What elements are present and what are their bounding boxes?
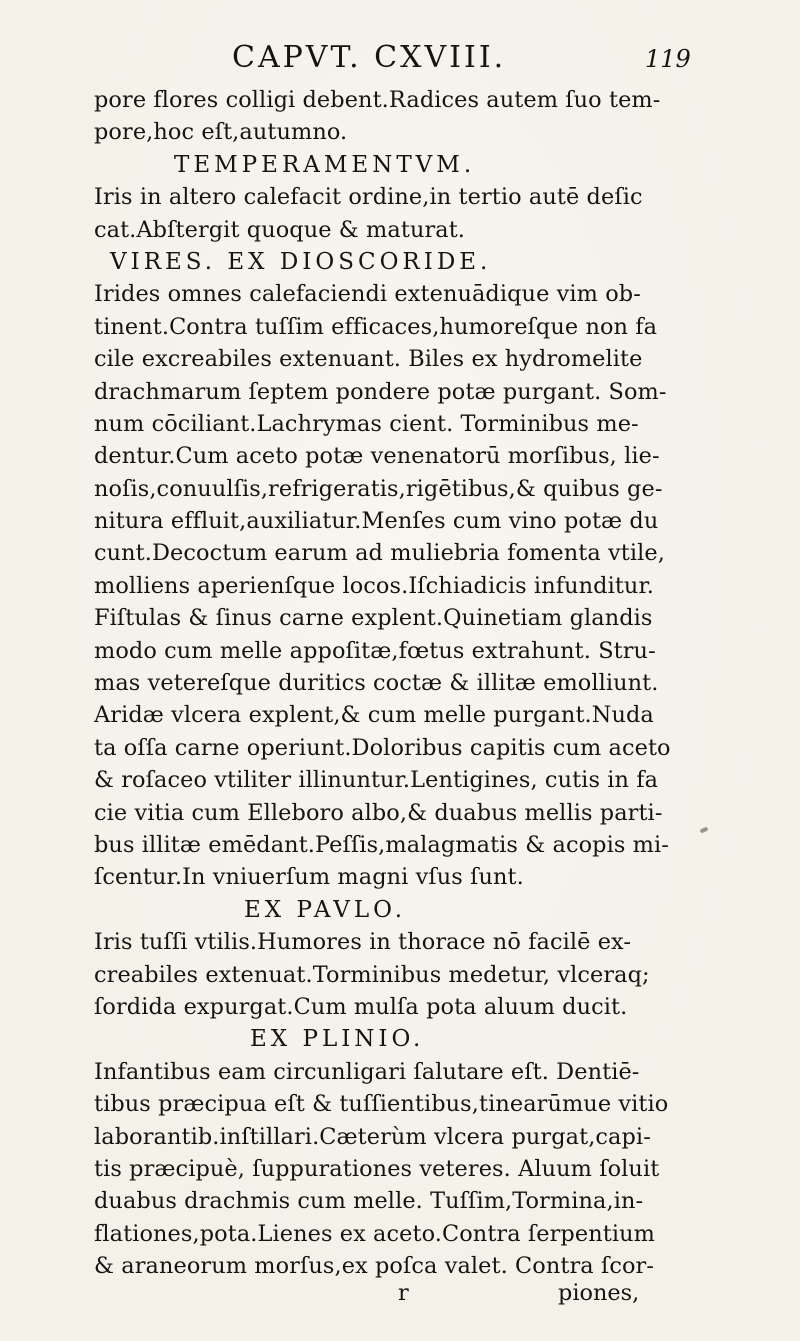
text-line: & araneorum morſus,ex poſca valet. Contra ſcor- — [94, 1253, 655, 1280]
text-line: tis præcipuè, ſuppurationes veteres. Aluum ſoluit — [94, 1155, 660, 1182]
text-line: Aridæ vlcera explent,& cum melle purgant.Nuda — [94, 702, 654, 729]
signature-mark: r — [398, 1280, 409, 1306]
text-line: num cōciliant.Lachrymas cient. Torminibus me- — [94, 410, 639, 437]
text-line: ſordida expurgat.Cum mulſa pota aluum ducit. — [94, 993, 628, 1020]
text-line: Iris in altero calefacit ordine,in tertio autē deſic — [94, 184, 643, 211]
section-heading: TEMPERAMENTVM. — [174, 151, 476, 178]
text-line: noſis,conuulſis,refrigeratis,rigētibus,& quibus ge- — [94, 475, 663, 502]
text-line: ta oſſa carne operiunt.Doloribus capitis cum aceto — [94, 734, 671, 761]
text-line: flationes,pota.Lienes ex aceto.Contra ſerpentium — [94, 1220, 655, 1247]
section-heading: EX PAVLO. — [244, 896, 407, 923]
text-line: pore flores colligi debent.Radices autem ſuo tem- — [94, 87, 661, 113]
text-line: cile excreabiles extenuant. Biles ex hydromelite — [94, 346, 643, 373]
text-line: creabiles extenuat.Torminibus medetur, vlceraq; — [94, 961, 650, 988]
text-line: cunt.Decoctum earum ad muliebria fomenta vtile, — [94, 540, 665, 567]
text-line: modo cum melle appoſitæ,fœtus extrahunt. Stru- — [94, 637, 656, 664]
text-line: molliens aperienſque locos.Iſchiadicis infunditur. — [94, 572, 655, 599]
text-line: pore,hoc eſt,autumno. — [94, 119, 348, 146]
catchword: piones, — [558, 1280, 640, 1306]
section-heading: EX PLINIO. — [250, 1026, 425, 1053]
text-line: mas vetereſque duritics coctæ & illitæ emolliunt. — [94, 670, 659, 697]
text-line: cie vitia cum Elleboro albo,& duabus mellis parti- — [94, 799, 663, 826]
section-heading: VIRES. EX DIOSCORIDE. — [110, 248, 492, 275]
text-line: laborantib.inſtillari.Cæterùm vlcera purgat,capi- — [94, 1123, 651, 1150]
text-line: Irides omnes calefaciendi extenuādique vim ob- — [94, 281, 641, 308]
text-line: duabus drachmis cum melle. Tuſſim,Tormina,in- — [94, 1188, 644, 1215]
text-line: Fiſtulas & ſinus carne explent.Quinetiam glandis — [94, 605, 653, 632]
body-text — [94, 84, 694, 1282]
text-line: & roſaceo vtiliter illinuntur.Lentigines, cutis in fa — [94, 767, 659, 794]
text-line: drachmarum ſeptem pondere potæ purgant. Som- — [94, 378, 667, 405]
text-line: bus illitæ emēdant.Peſſis,malagmatis & acopis mi- — [94, 831, 669, 858]
text-line: cat.Abſtergit quoque & maturat. — [94, 216, 466, 243]
running-title: CAPVT. CXVIII. — [232, 40, 507, 75]
ink-mark — [700, 826, 709, 833]
text-line: nitura effluit,auxiliatur.Menſes cum vino potæ du — [94, 508, 659, 535]
text-line: ſcentur.In vniuerſum magni vſus ſunt. — [94, 864, 524, 891]
text-line: tinent.Contra tuſſim efficaces,humoreſque non fa — [94, 313, 658, 340]
page-number: 119 — [645, 45, 691, 73]
text-line: Infantibus eam circunligari ſalutare eſt. Dentiē- — [94, 1058, 640, 1085]
text-line: tibus præcipua eſt & tuſſientibus,tinearūmue vitio — [94, 1091, 669, 1118]
text-line: Iris tuſſi vtilis.Humores in thorace nō facilē ex- — [94, 929, 632, 956]
text-line: dentur.Cum aceto potæ venenatorū morſibus, lie- — [94, 443, 660, 470]
running-head — [92, 40, 692, 84]
